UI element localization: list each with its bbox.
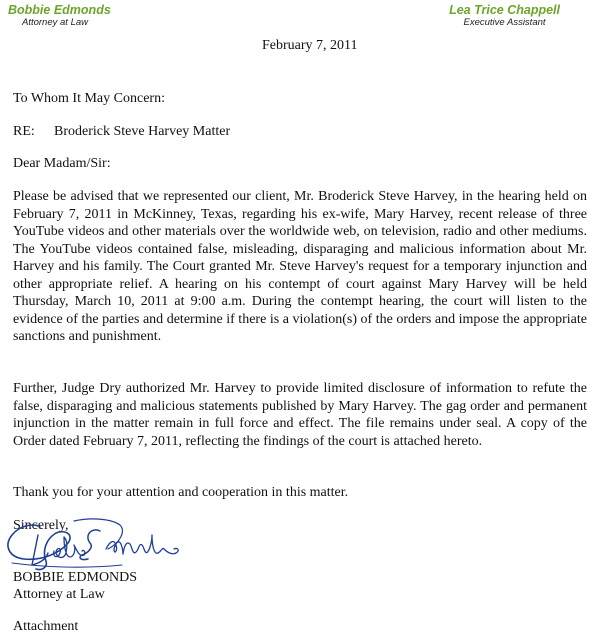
letterhead-assistant-title: Executive Assistant	[463, 17, 546, 28]
re-label: RE:	[13, 124, 35, 139]
letterhead-attorney-title: Attorney at Law	[22, 17, 89, 28]
closing: Sincerely,	[13, 518, 69, 533]
closing-thanks: Thank you for your attention and cooperation in this matter.	[13, 485, 349, 500]
enclosure-notation: Attachment	[13, 619, 79, 634]
signer-title: Attorney at Law	[13, 587, 105, 602]
body-paragraph-1: Please be advised that we represented our client, Mr. Broderick Steve Harvey, in the hearing held on February 7, 2011 in McKinney, Texas, regarding his ex-wife, Mary Harvey, recent release of three YouTube videos and other materials over the worldwide web, on television, radio and other mediums. The YouTube videos contained false, misleading, disparaging and malicious information about Mr. Harvey and his family. The Court granted Mr. Steve Harvey's request for a temporary injunction and other appropriate relief. A hearing on his contempt of court against Mary Harvey will be held Thursday, March 10, 2011 at 9:00 a.m. During the contempt hearing, the court will listen to the evidence of the parties and determine if there is a violation(s) of the orders and impose the appropriate sanctions and punishment.	[13, 189, 587, 344]
letterhead-left	[8, 3, 111, 28]
re-subject: Broderick Steve Harvey Matter	[54, 124, 231, 139]
greeting: Dear Madam/Sir:	[13, 156, 111, 171]
letterhead-assistant-name: Lea Trice Chappell	[449, 3, 560, 17]
letterhead-attorney-name: Bobbie Edmonds	[8, 3, 111, 17]
letterhead-right	[449, 3, 560, 28]
handwritten-signature	[2, 513, 192, 575]
signer-name: BOBBIE EDMONDS	[13, 570, 138, 585]
body-paragraph-2: Further, Judge Dry authorized Mr. Harvey to provide limited disclosure of information to refute the false, disparaging and malicious statements published by Mary Harvey. The gag order and permanent injunction in the matter remain in full force and effect. The file remains under seal. A copy of the Order dated February 7, 2011, reflecting the findings of the court is attached hereto.	[13, 381, 587, 449]
letter-date: February 7, 2011	[262, 38, 358, 53]
salutation-to: To Whom It May Concern:	[13, 91, 165, 106]
re-line	[13, 124, 230, 140]
